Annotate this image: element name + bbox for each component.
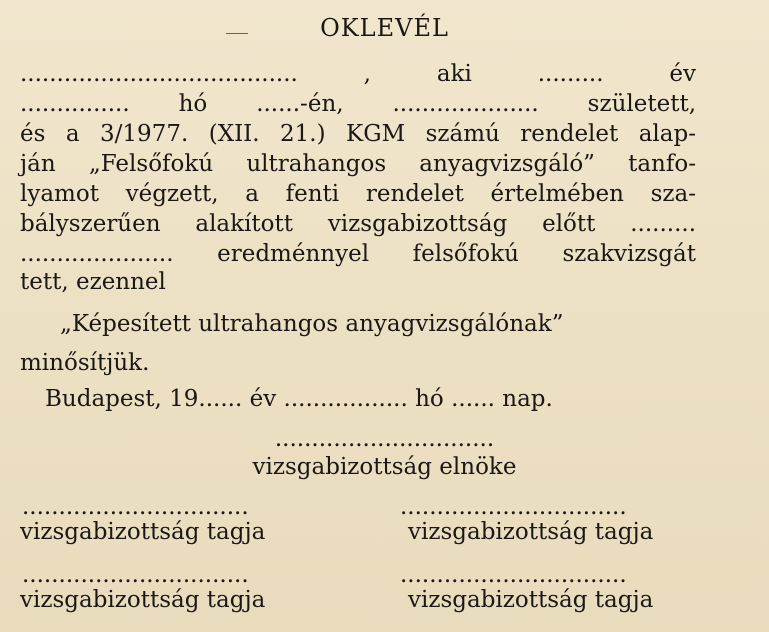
body-line-2: ............... hó ......-én, .................... született, [20, 91, 696, 117]
body-line-7: ..................... eredménnyel felsőfokú szakvizsgát [20, 241, 696, 267]
body-line-5: lyamot végzett, a fenti rendelet értelmében sza- [20, 181, 696, 207]
member-2-signature-line: ............................... [400, 494, 627, 520]
member-3-label: vizsgabizottság tagja [20, 587, 266, 613]
body-line-8: tett, ezennel [20, 269, 166, 295]
member-1-signature-line: ............................... [22, 494, 249, 520]
qualification-text: „Képesített ultrahangos anyagvizsgálónak” [60, 311, 564, 337]
member-4-signature-line: ............................... [400, 562, 627, 588]
member-2-label: vizsgabizottság tagja [408, 519, 654, 545]
member-3-signature-line: ............................... [22, 562, 249, 588]
body-line-4: ján „Felsőfokú ultrahangos anyagvizsgáló” tanfo- [20, 151, 696, 177]
member-1-label: vizsgabizottság tagja [20, 519, 266, 545]
body-line-3: és a 3/1977. (XII. 21.) KGM számú rendelet alap- [20, 121, 696, 147]
member-4-label: vizsgabizottság tagja [408, 587, 654, 613]
place-and-date: Budapest, 19...... év ................. hó ...... nap. [45, 386, 553, 412]
document-title: OKLEVÉL [320, 14, 449, 42]
chair-signature-line: .............................. [274, 426, 495, 452]
body-line-1: ...................................... , aki ......... év [20, 61, 696, 87]
body-line-6: bályszerűen alakított vizsgabizottság előtt ......... [20, 211, 696, 237]
qualify-verb: minősítjük. [20, 350, 150, 376]
chair-label: vizsgabizottság elnöke [252, 454, 517, 480]
